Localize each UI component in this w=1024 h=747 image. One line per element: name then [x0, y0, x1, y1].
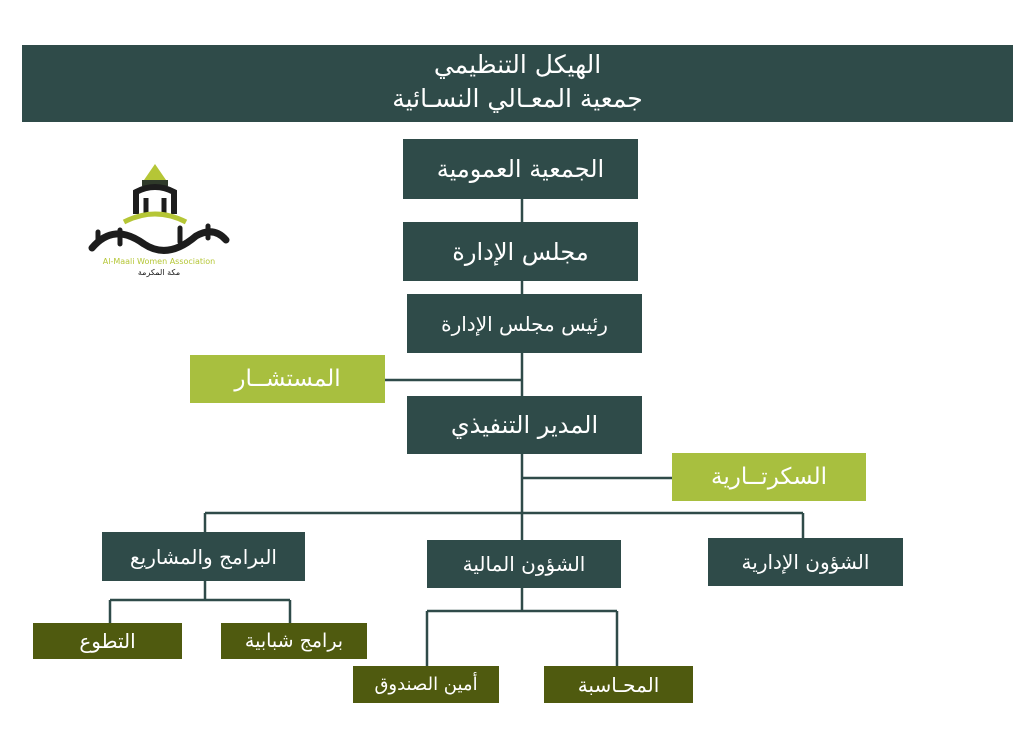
- node-treasurer: أمين الصندوق: [353, 666, 499, 703]
- organization-name: جمعية المعـالي النسـائية: [392, 84, 643, 113]
- node-board-chair: رئيس مجلس الإدارة: [407, 294, 642, 353]
- chart-title: الهيكل التنظيمي: [433, 50, 602, 79]
- node-administrative-affairs: الشؤون الإدارية: [708, 538, 903, 586]
- node-secretariat: السكرتــارية: [672, 453, 866, 501]
- logo-city: مكة المكرمة: [137, 268, 181, 277]
- node-financial-affairs: الشؤون المالية: [427, 540, 621, 588]
- node-youth-programs: برامج شبابية: [221, 623, 367, 659]
- node-programs-projects: البرامج والمشاريع: [102, 532, 305, 581]
- node-executive-director: المدير التنفيذي: [407, 396, 642, 454]
- node-advisor: المستشــار: [190, 355, 385, 403]
- node-board: مجلس الإدارة: [403, 222, 638, 281]
- node-accounting: المحـاسبة: [544, 666, 693, 703]
- node-general-assembly: الجمعية العمومية: [403, 139, 638, 199]
- logo-english-name: Al-Maali Women Association: [102, 257, 216, 266]
- node-volunteering: التطوع: [33, 623, 182, 659]
